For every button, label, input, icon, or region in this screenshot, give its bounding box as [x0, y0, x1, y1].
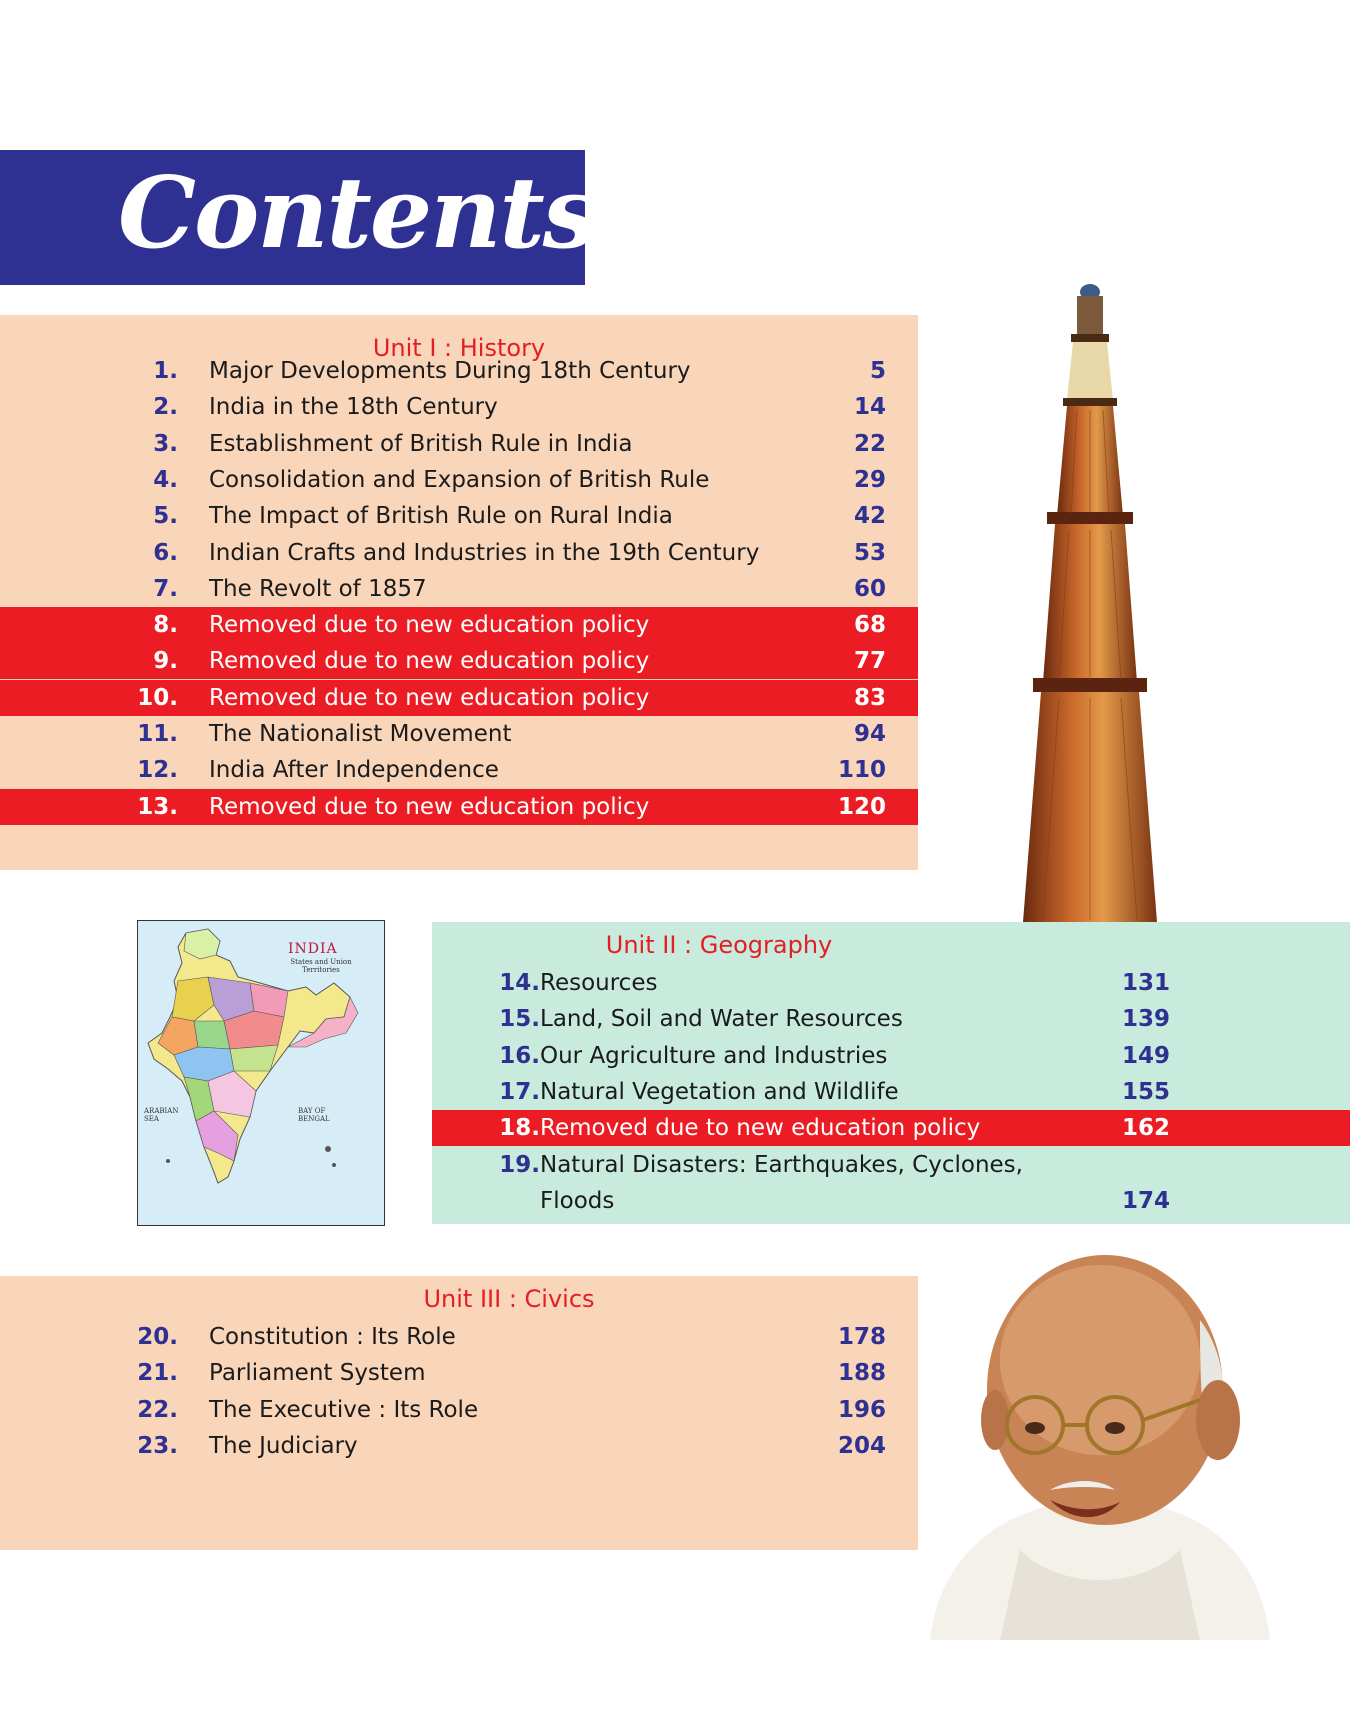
chapter-row — [0, 535, 918, 571]
chapter-number: 3. — [153, 430, 178, 457]
chapter-number: 23. — [137, 1432, 178, 1459]
qutub-minar-image — [985, 280, 1195, 922]
chapter-page: 110 — [837, 757, 886, 784]
chapter-row — [0, 571, 918, 607]
chapter-number: 20. — [137, 1324, 178, 1350]
chapter-number: 11. — [137, 721, 178, 747]
chapter-title: Indian Crafts and Industries in the 19th Century — [209, 539, 760, 566]
chapter-page: 120 — [837, 793, 886, 820]
chapter-page: 131 — [1121, 970, 1170, 996]
chapter-page: 174 — [1121, 1187, 1170, 1214]
chapter-title: The Nationalist Movement — [209, 721, 512, 747]
chapter-row — [432, 965, 1350, 1001]
chapter-page: 149 — [1121, 1042, 1170, 1069]
chapter-page: 188 — [837, 1360, 886, 1387]
chapter-row — [0, 680, 918, 716]
chapter-page: 22 — [853, 430, 886, 457]
chapter-title: Removed due to new education policy — [209, 648, 650, 675]
chapter-title: Consolidation and Expansion of British Rule — [209, 466, 710, 493]
chapter-page: 162 — [1121, 1115, 1170, 1142]
chapter-title: Removed due to new education policy — [209, 793, 650, 820]
chapter-row — [0, 498, 918, 534]
unit-history-title: Unit I : History — [372, 334, 546, 362]
chapter-row — [432, 1183, 1350, 1219]
chapter-row — [0, 1428, 918, 1464]
chapter-number: 4. — [153, 466, 178, 493]
chapter-row — [0, 643, 918, 679]
chapter-page: 196 — [837, 1396, 886, 1423]
chapter-row — [432, 1110, 1350, 1146]
unit-geography-panel — [432, 922, 1350, 1224]
chapter-title: Natural Vegetation and Wildlife — [540, 1078, 899, 1105]
chapter-row — [432, 1074, 1350, 1110]
chapter-page: 60 — [853, 575, 886, 602]
chapter-row — [0, 789, 918, 825]
chapter-row — [0, 752, 918, 788]
chapter-row — [0, 607, 918, 643]
chapter-number: 16. — [499, 1042, 540, 1069]
chapter-page: 139 — [1121, 1006, 1170, 1033]
chapter-row — [0, 426, 918, 462]
chapter-title: Removed due to new education policy — [209, 612, 650, 639]
chapter-number: 10. — [137, 684, 178, 711]
chapter-number: 21. — [137, 1360, 178, 1387]
chapter-row — [432, 1147, 1350, 1183]
chapter-number: 15. — [499, 1006, 540, 1033]
chapter-number: 18. — [499, 1115, 540, 1142]
chapter-number: 14. — [499, 970, 540, 996]
contents-banner — [0, 150, 693, 285]
chapter-row — [0, 1355, 918, 1391]
india-map-image — [137, 920, 385, 1226]
chapter-page: 83 — [853, 684, 886, 711]
unit-geography-title: Unit II : Geography — [605, 931, 833, 959]
chapter-number: 17. — [499, 1078, 540, 1105]
chapter-row — [0, 353, 918, 389]
chapter-row — [0, 1392, 918, 1428]
chapter-title: India After Independence — [209, 757, 499, 784]
chapter-page: 178 — [837, 1324, 886, 1350]
map-subtitle: States and Union Territories — [290, 958, 352, 974]
map-title: INDIA — [288, 941, 338, 957]
chapter-title: India in the 18th Century — [209, 394, 498, 421]
chapter-page: 94 — [853, 721, 886, 747]
chapter-number: 7. — [153, 575, 178, 602]
chapter-title: Removed due to new education policy — [209, 684, 650, 711]
unit-civics-title: Unit III : Civics — [423, 1285, 595, 1313]
chapter-row — [0, 716, 918, 752]
chapter-page: 42 — [853, 503, 886, 530]
chapter-number: 19. — [499, 1151, 540, 1178]
chapter-page: 29 — [853, 466, 886, 493]
chapter-number: 22. — [137, 1396, 178, 1423]
chapter-number: 9. — [153, 648, 178, 675]
chapter-title: The Impact of British Rule on Rural India — [209, 503, 673, 530]
chapter-page: 14 — [853, 394, 886, 421]
chapter-title: Land, Soil and Water Resources — [540, 1006, 903, 1033]
chapter-row — [432, 1001, 1350, 1037]
chapter-number: 6. — [153, 539, 178, 566]
chapter-number: 13. — [137, 793, 178, 820]
chapter-title: Parliament System — [209, 1360, 426, 1387]
chapter-title: Resources — [540, 970, 658, 996]
chapter-title: Floods — [540, 1187, 615, 1214]
chapter-title: Constitution : Its Role — [209, 1324, 456, 1350]
chapter-row — [0, 389, 918, 425]
chapter-title: The Judiciary — [209, 1432, 358, 1459]
chapter-title: Natural Disasters: Earthquakes, Cyclones, — [540, 1151, 1023, 1178]
page-title: Contents... — [118, 156, 693, 271]
chapter-row — [0, 1319, 918, 1355]
chapter-title: Removed due to new education policy — [540, 1115, 981, 1142]
chapter-row — [0, 462, 918, 498]
map-sea-left: ARABIAN SEA — [144, 1107, 179, 1123]
chapter-number: 1. — [153, 358, 178, 384]
chapter-number: 12. — [137, 757, 178, 784]
chapter-number: 5. — [153, 503, 178, 530]
chapter-page: 155 — [1121, 1078, 1170, 1105]
chapter-page: 204 — [837, 1432, 886, 1459]
gandhi-portrait-image — [900, 1250, 1300, 1640]
chapter-page: 77 — [853, 648, 886, 675]
chapter-page: 68 — [853, 612, 886, 639]
chapter-title: Establishment of British Rule in India — [209, 430, 633, 457]
chapter-page: 53 — [853, 539, 886, 566]
chapter-title: Major Developments During 18th Century — [209, 358, 691, 384]
unit-history-panel — [0, 315, 918, 870]
chapter-title: Our Agriculture and Industries — [540, 1042, 888, 1069]
map-sea-right: BAY OF BENGAL — [298, 1107, 330, 1123]
chapter-title: The Revolt of 1857 — [209, 575, 427, 602]
chapter-number: 2. — [153, 394, 178, 421]
chapter-row — [432, 1038, 1350, 1074]
unit-civics-panel — [0, 1276, 918, 1550]
chapter-page: 5 — [869, 358, 886, 384]
chapter-title: The Executive : Its Role — [209, 1396, 479, 1423]
chapter-number: 8. — [153, 612, 178, 639]
